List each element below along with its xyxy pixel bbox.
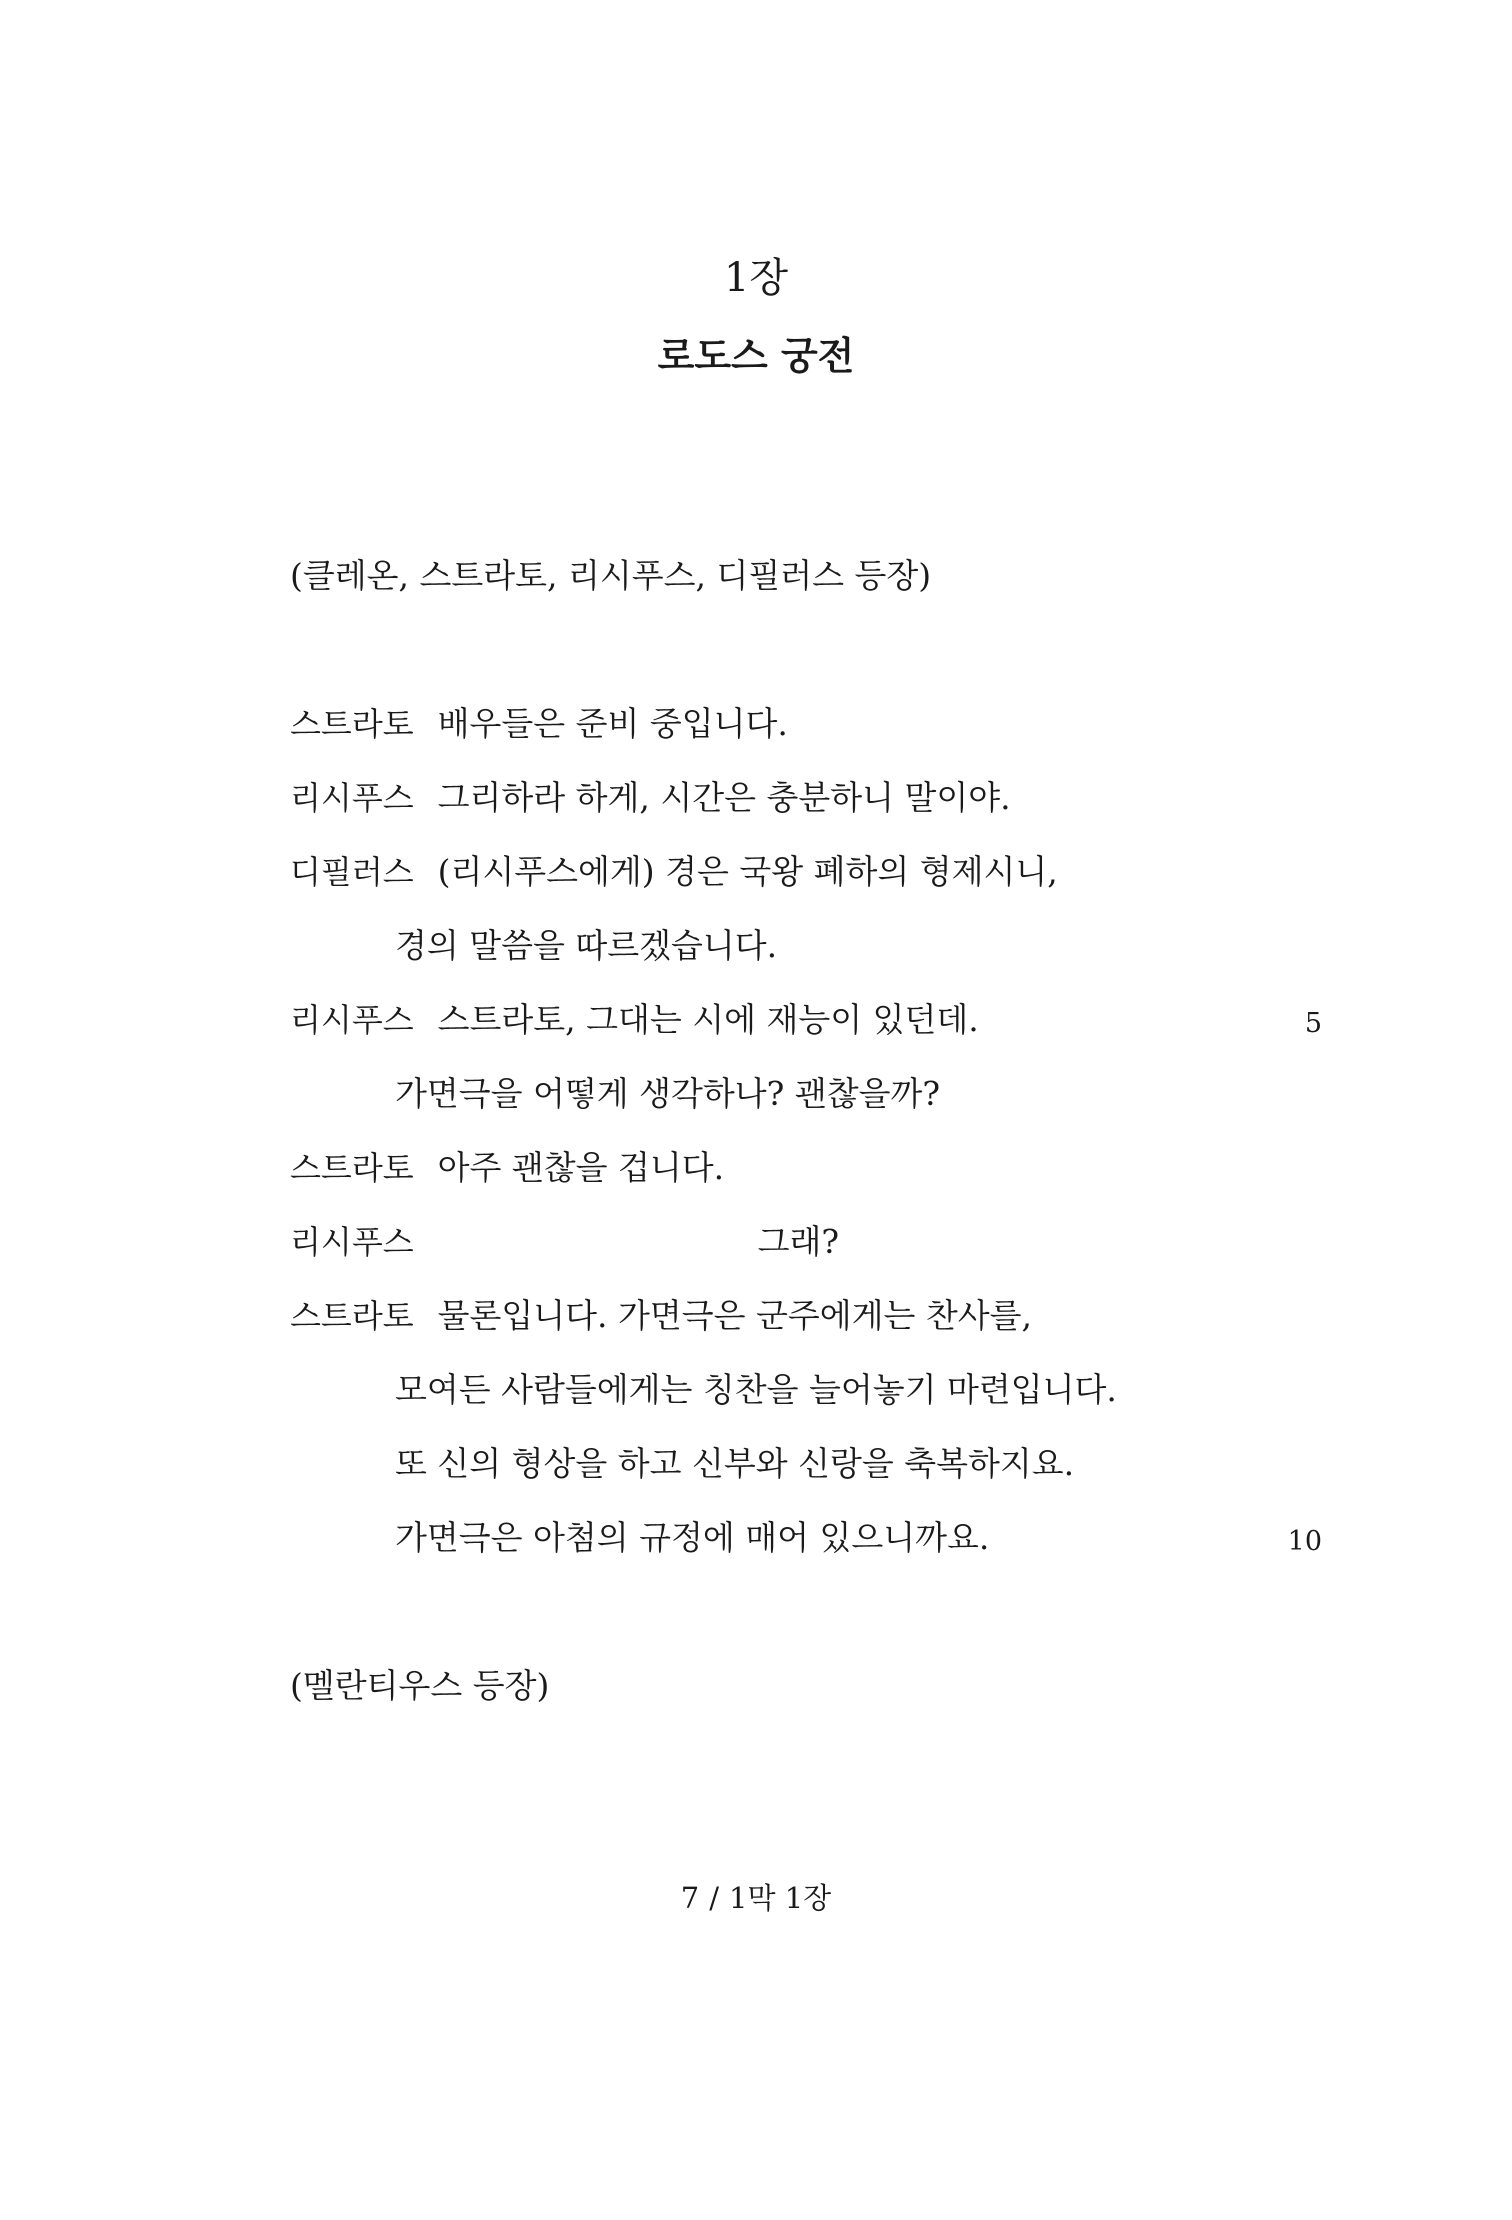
dialogue-continuation: 모여든 사람들에게는 칭찬을 늘어놓기 마련입니다. <box>395 1370 1117 1409</box>
speaker-name: 리시푸스 <box>290 1001 414 1039</box>
dialogue-text: (리시푸스에게) 경은 국왕 폐하의 형제시니, <box>437 852 1058 891</box>
dialogue-continuation: 경의 말씀을 따르겠습니다. <box>395 926 778 965</box>
dialogue-line <box>290 772 1340 824</box>
dialogue-line <box>290 1216 1340 1268</box>
dialogue-line <box>290 698 1340 750</box>
speaker-name: 디필러스 <box>290 853 414 891</box>
speaker-name: 스트라토 <box>290 705 414 743</box>
dialogue-line <box>290 1290 1340 1342</box>
stage-direction-entrance: (멜란티우스 등장) <box>290 1666 550 1705</box>
dialogue-text: 물론입니다. 가면극은 군주에게는 찬사를, <box>437 1296 1033 1335</box>
dialogue-text: 그리하라 하게, 시간은 충분하니 말이야. <box>437 778 1011 817</box>
dialogue-text: 스트라토, 그대는 시에 재능이 있던데. <box>437 1000 979 1039</box>
dialogue-text: 그래? <box>757 1222 840 1261</box>
dialogue-line <box>290 1142 1340 1194</box>
dialogue-line <box>290 994 1340 1046</box>
page-number: 7 <box>680 1881 700 1915</box>
stage-direction-entrance: (클레온, 스트라토, 리시푸스, 디필러스 등장) <box>290 556 932 595</box>
line-number: 10 <box>1287 1526 1322 1557</box>
speaker-name: 리시푸스 <box>290 1223 414 1261</box>
scene-title: 로도스 궁전 <box>657 334 855 378</box>
section-label: 1막 1장 <box>729 1881 832 1915</box>
speaker-name: 스트라토 <box>290 1297 414 1335</box>
dialogue-continuation: 가면극은 아첨의 규정에 매어 있으니까요. <box>395 1518 990 1557</box>
speaker-name: 리시푸스 <box>290 779 414 817</box>
line-number: 5 <box>1304 1008 1322 1039</box>
footer-separator: / <box>709 1881 720 1915</box>
dialogue-continuation: 가면극을 어떻게 생각하나? 괜찮을까? <box>395 1074 941 1113</box>
dialogue-line <box>290 846 1340 898</box>
scene-number: 1장 <box>723 255 789 301</box>
page-footer <box>0 1876 1512 1920</box>
dialogue-text: 아주 괜찮을 겁니다. <box>437 1148 725 1187</box>
speaker-name: 스트라토 <box>290 1149 414 1187</box>
dialogue-text: 배우들은 준비 중입니다. <box>437 704 788 743</box>
dialogue-continuation: 또 신의 형상을 하고 신부와 신랑을 축복하지요. <box>395 1444 1075 1483</box>
